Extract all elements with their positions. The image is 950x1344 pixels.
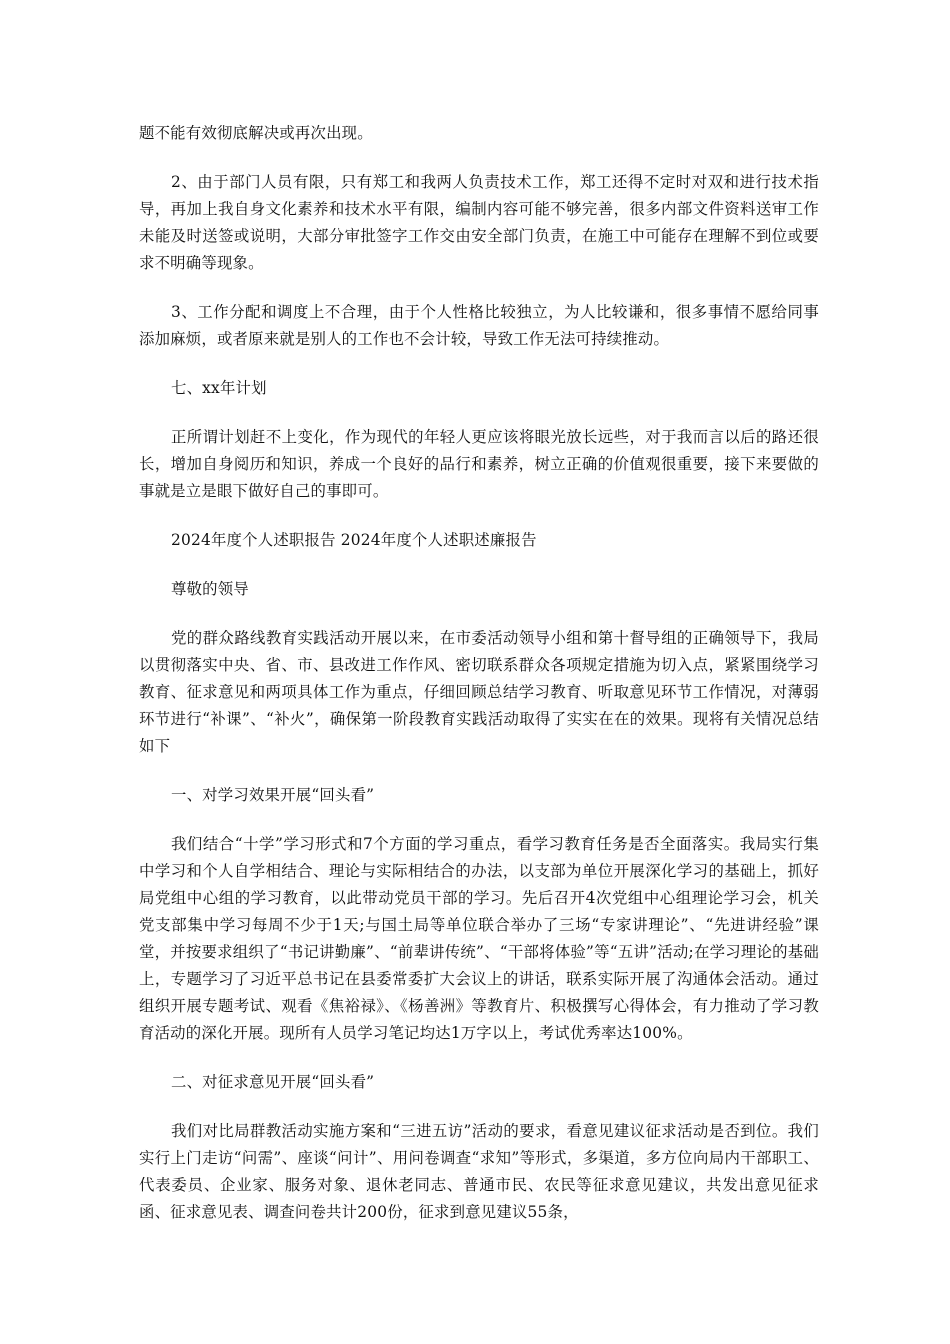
salutation: 尊敬的领导 xyxy=(171,580,249,598)
section-heading-opinions: 二、对征求意见开展“回头看” xyxy=(171,1073,375,1091)
paragraph-item-3: 3、工作分配和调度上不合理，由于个人性格比较独立，为人比较谦和，很多事情不愿给同事添加麻烦，或者原来就是别人的工作也不会计较，导致工作无法可持续推动。 xyxy=(139,303,819,348)
section-heading-plan: 七、xx年计划 xyxy=(171,379,267,397)
paragraph-plan: 正所谓计划赶不上变化，作为现代的年轻人更应该将眼光放长远些，对于我而言以后的路还很长，增加自身阅历和知识，养成一个良好的品行和素养，树立正确的价值观很重要，接下来要做的事就是立是眼下做好自己的事即可。 xyxy=(139,428,819,500)
document-page xyxy=(139,120,819,1248)
paragraph-study: 我们结合“十学”学习形式和7个方面的学习重点，看学习教育任务是否全面落实。我局实行集中学习和个人自学相结合、理论与实际相结合的办法，以支部为单位开展深化学习的基础上，抓好局党组中心组的学习教育，以此带动党员干部的学习。先后召开4次党组中心组理论学习会，机关党支部集中学习每周不少于1天;与国土局等单位联合举办了三场“专家讲理论”、“先进讲经验”课堂，并按要求组织了“书记讲勤廉”、“前辈讲传统”、“干部将体验”等“五讲”活动;在学习理论的基础上，专题学习了习近平总书记在县委常委扩大会议上的讲话，联系实际开展了沟通体会活动。通过组织开展专题考试、观看《焦裕禄》、《杨善洲》等教育片、积极撰写心得体会，有力推动了学习教育活动的深化开展。现所有人员学习笔记均达1万字以上，考试优秀率达100%。 xyxy=(139,835,819,1042)
report-title: 2024年度个人述职报告 2024年度个人述职述廉报告 xyxy=(171,531,537,549)
paragraph-opinions: 我们对比局群教活动实施方案和“三进五访”活动的要求，看意见建议征求活动是否到位。我们实行上门走访“问需”、座谈“问计”、用问卷调查“求知”等形式，多渠道，多方位向局内干部职工、代表委员、企业家、服务对象、退休老同志、普通市民、农民等征求意见建议，共发出意见征求函、征求意见表、调查问卷共计200份，征求到意见建议55条， xyxy=(139,1122,819,1221)
section-heading-study: 一、对学习效果开展“回头看” xyxy=(171,786,375,804)
paragraph-item-2: 2、由于部门人员有限，只有郑工和我两人负责技术工作，郑工还得不定时对双和进行技术指导，再加上我自身文化素养和技术水平有限，编制内容可能不够完善，很多内部文件资料送审工作未能及时送签或说明，大部分审批签字工作交由安全部门负责，在施工中可能存在理解不到位或要求不明确等现象。 xyxy=(139,173,819,272)
paragraph-intro: 党的群众路线教育实践活动开展以来，在市委活动领导小组和第十督导组的正确领导下，我局以贯彻落实中央、省、市、县改进工作作风、密切联系群众各项规定措施为切入点，紧紧围绕学习教育、征求意见和两项具体工作为重点，仔细回顾总结学习教育、听取意见环节工作情况，对薄弱环节进行“补课”、“补火”，确保第一阶段教育实践活动取得了实实在在的效果。现将有关情况总结如下 xyxy=(139,629,819,755)
paragraph-continuation: 题不能有效彻底解决或再次出现。 xyxy=(139,124,373,142)
